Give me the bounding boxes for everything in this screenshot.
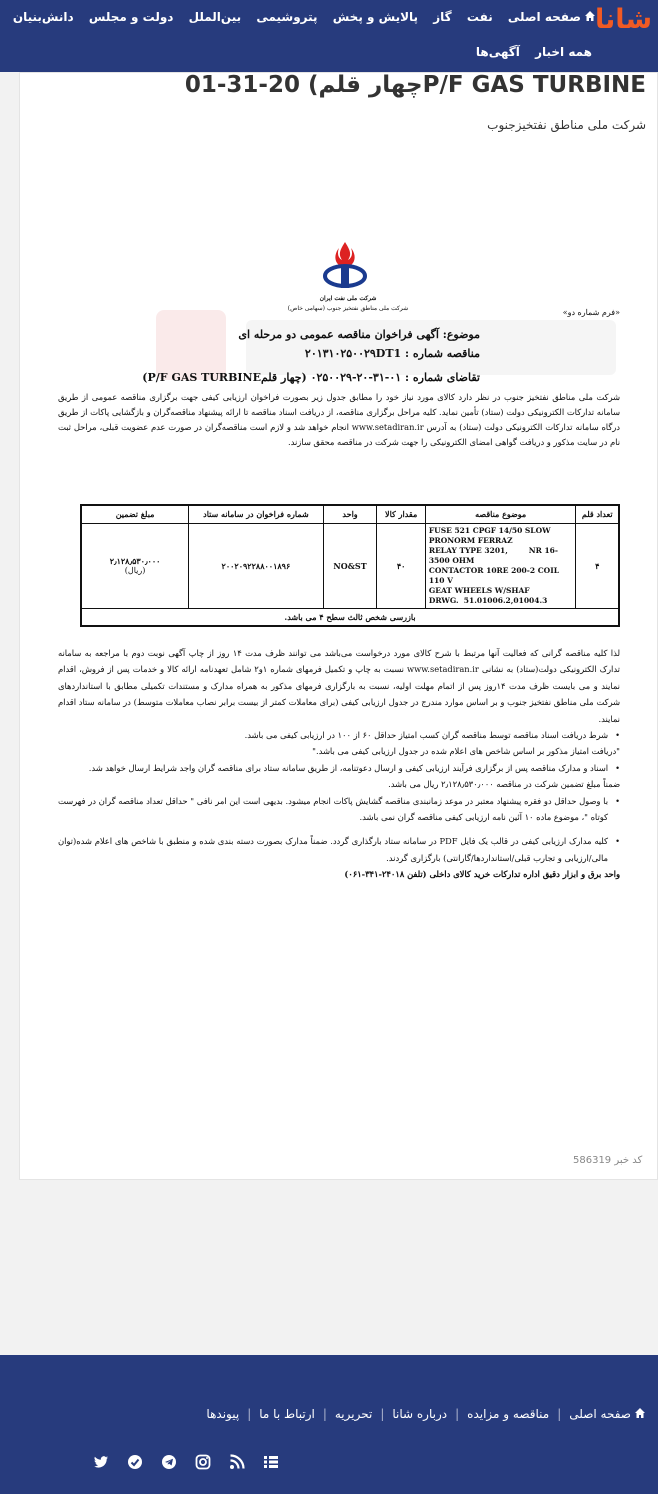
desc-line: DRWG. 51.01006.2,01004.3 — [428, 595, 548, 605]
article-title: 01-31-20 (چهار قلمP/F GAS TURBINE — [184, 72, 646, 98]
col-unit: واحد — [323, 505, 377, 523]
cell-description — [425, 523, 576, 608]
top-navbar — [0, 0, 658, 72]
nioc-logo-icon — [320, 238, 370, 292]
desc-line: FUSE 521 CPGF 14/50 SLOW — [428, 525, 551, 535]
home-icon — [634, 1407, 646, 1419]
quote-line: "دریافت امتیاز مذکور بر اساس شاخص های اعلام شده در جدول ارزیابی کیفی می باشد." — [312, 746, 620, 757]
cell-items: ۴ — [576, 523, 619, 608]
social-icons — [93, 1451, 292, 1470]
doc-org-name: شرکت ملی نفت ایران — [319, 295, 377, 302]
doc-org-subname: شرکت ملی مناطق نفتخیز جنوب (سهامی خاص) — [287, 305, 409, 312]
footer-link-editorial[interactable]: تحریریه — [334, 1407, 373, 1421]
secondary-menu — [465, 45, 592, 59]
nav-all-news[interactable]: همه اخبار — [535, 45, 592, 59]
col-guarantee: مبلغ تضمین — [81, 505, 189, 523]
form-number: «فرم شماره دو» — [562, 308, 620, 317]
main-menu — [0, 10, 596, 24]
footer-link-home[interactable]: صفحه اصلی — [569, 1407, 646, 1421]
bullet-item: • کلیه مدارک ارزیابی کیفی در قالب یک فایل PDF در سامانه ستاد بارگذاری گردد. ضمناً مدارک بصورت دسته بندی شده و منطبق با شاخص های اعلام شده(توان مالی/ارزیابی و تجارب قبلی/استانداردها/گارانتی) بارگزاری گردند. — [58, 833, 620, 866]
desc-line: GEAT WHEELS W/SHAF — [428, 585, 530, 595]
footer-link-links[interactable]: پیوندها — [206, 1407, 240, 1421]
desc-line: PRONORM FERRAZ — [428, 535, 513, 545]
notice-body — [58, 645, 620, 883]
desc-line: 3500 OHM — [428, 555, 475, 565]
sitemap-icon[interactable] — [263, 1454, 279, 1470]
tender-number: مناقصه شماره : ۲۰۱۳۱۰۲۵۰۰۲۹DT1 — [304, 347, 480, 360]
bullet-item: • اسناد و مدارک مناقصه پس از برگزاری فرآیند ارزیابی کیفی و ارسال دعوتنامه، از طریق سامانه ستاد برای مناقصه گران واجد شرایط ارسال خواهد شد. — [58, 760, 620, 776]
cell-qty: ۴۰ — [377, 523, 425, 608]
nav-international[interactable]: بین‌الملل — [188, 10, 242, 24]
instagram-icon[interactable] — [195, 1454, 211, 1470]
body-paragraph: لذا کلیه مناقصه گرانی که فعالیت آنها مرتبط با شرح کالای مورد درخواست می‌باشد می توانند ظرف مدت ۱۴ روز از چاپ آگهی نوبت دوم با مراجعه به سامانه تدارک الکترونیکی دولت(ستاد) به نشانی www.setadiran.ir نسبت به چاپ و تکمیل فرمهای شماره ۱و۲ شامل تعهدنامه ارائه کالا و خدمات پس از فروش، اقدام نمایند و می بایست ظرف مدت ۱۴روز پس از اتمام مهلت اولیه، نسبت به بارگزاری فرمهای مذکور به همراه مدارک و مستندات تکمیلی مطابق با استانداردهای شرکت ملی مناطق نفتخیز جنوب و بر اساس موارد مندرج در جدول ارزیابی کیفی (برای معاملات کمتر از بیست برابر نصاب معاملات متوسط) در سامانه ستاد اقدام نمایند. — [58, 648, 620, 724]
nav-knowledge[interactable]: دانش‌بنیان — [12, 10, 74, 24]
table-row — [81, 523, 619, 608]
cell-unit: NO&ST — [323, 523, 377, 608]
cell-call-number: ۲۰۰۲۰۹۲۲۸۸۰۰۱۸۹۶ — [189, 523, 324, 608]
nav-oil[interactable]: نفت — [466, 10, 493, 24]
nav-home[interactable]: صفحه اصلی — [508, 10, 596, 24]
bullet-item: • با وصول حداقل دو فقره پیشنهاد معتبر در موعد زمانبندی مناقصه گشایش پاکات انجام میشود. بدیهی است این امر نافی " حداقل تعداد مناقصه گران در فهرست کوتاه "، موضوع ماده ۱۰ آئین نامه ارزیابی کیفی مناقصه گران نمی باشد. — [58, 793, 620, 826]
nav-ads[interactable]: آگهی‌ها — [475, 45, 520, 59]
bale-icon[interactable] — [127, 1454, 143, 1470]
desc-line: CONTACTOR 10RE 200-2 COIL — [428, 565, 559, 575]
guarantee-note: ضمناً مبلغ تضمین شرکت در مناقصه ۲٫۱۲۸٫۵۳۰٫۰۰۰ ریال می باشد. — [388, 779, 620, 790]
col-items: تعداد قلم — [576, 505, 619, 523]
article-company: شرکت ملی مناطق نفتخیزجنوب — [487, 118, 646, 132]
signature-line: واحد برق و ابزار دقیق اداره تدارکات خرید کالای داخلی (تلفن ۲۴۰۱۸-۳۴۱-۰۶۱) — [344, 869, 620, 880]
table-header-row — [81, 505, 619, 523]
col-subject: موضوع مناقصه — [425, 505, 576, 523]
nav-refining[interactable]: پالایش و پخش — [332, 10, 419, 24]
home-icon — [584, 10, 596, 22]
tender-notice-image — [58, 238, 620, 958]
telegram-icon[interactable] — [161, 1454, 177, 1470]
cell-guarantee — [81, 523, 189, 608]
col-qty: مقدار کالا — [377, 505, 425, 523]
guarantee-amount: ۲٫۱۲۸٫۵۳۰٫۰۰۰ — [109, 556, 161, 566]
table-footer-row — [81, 608, 619, 626]
twitter-icon[interactable] — [93, 1454, 109, 1470]
notice-subject: موضوع: آگهی فراخوان مناقصه عمومی دو مرحله ای — [238, 328, 480, 341]
desc-line: RELAY TYPE 3201, NR 16- — [428, 545, 559, 555]
news-code: کد خبر 586319 — [573, 1155, 643, 1166]
col-call-number: شماره فراخوان در سامانه ستاد — [189, 505, 324, 523]
rss-icon[interactable] — [229, 1454, 245, 1470]
bullet-item: • شرط دریافت اسناد مناقصه توسط مناقصه گران کسب امتیاز حداقل ۶۰ از ۱۰۰ در ارزیابی کیفی می باشد. — [58, 727, 620, 743]
request-number: تقاضای شماره : ۰۱-۳۱-۲۰-۰۲۵۰۰۲۹ (چهار قلمP/F GAS TURBINE) — [142, 371, 480, 384]
notice-intro-paragraph: شرکت ملی مناطق نفتخیز جنوب در نظر دارد کالای مورد نیاز خود را مطابق جدول زیر بصورت فراخوان ارزیابی کیفی جهت برگزاری مناقصه عمومی از طریق سامانه تدارکات الکترونیکی دولت (ستاد) تأمین نماید. کلیه مراحل برگزاری مناقصه، از دریافت اسناد مناقصه تا ارائه پیشنهاد مناقصه‌گران و بازگشایی پاکات از طریق درگاه سامانه تدارکات الکترونیکی دولت (ستاد) به آدرس www.setadiran.ir انجام خواهد شد و لازم است مناقصه‌گران در صورت عدم عضویت قبلی، مراحل ثبت نام در سایت مذکور و دریافت گواهی امضای الکترونیکی را جهت شرکت در مناقصه محقق سازند. — [58, 392, 620, 447]
desc-line: 110 V — [428, 575, 453, 585]
footer-link-contact[interactable]: ارتباط با ما — [259, 1407, 315, 1421]
guarantee-currency: (ریال) — [124, 566, 146, 575]
footer-links: صفحه اصلی|مناقصه و مزایده|درباره شانا|تحریریه|ارتباط با ما|پیوندها — [206, 1407, 646, 1421]
inspection-note: بازرسی شخص ثالث سطح ۴ می باشد. — [81, 608, 619, 626]
footer-link-tenders[interactable]: مناقصه و مزایده — [467, 1407, 550, 1421]
site-footer — [0, 1355, 658, 1494]
footer-link-about[interactable]: درباره شانا — [392, 1407, 448, 1421]
tender-items-table — [80, 504, 620, 627]
nav-petrochemical[interactable]: پتروشیمی — [256, 10, 318, 24]
nav-gas[interactable]: گاز — [433, 10, 452, 24]
site-logo[interactable]: شانا — [595, 4, 652, 35]
nav-government[interactable]: دولت و مجلس — [88, 10, 174, 24]
